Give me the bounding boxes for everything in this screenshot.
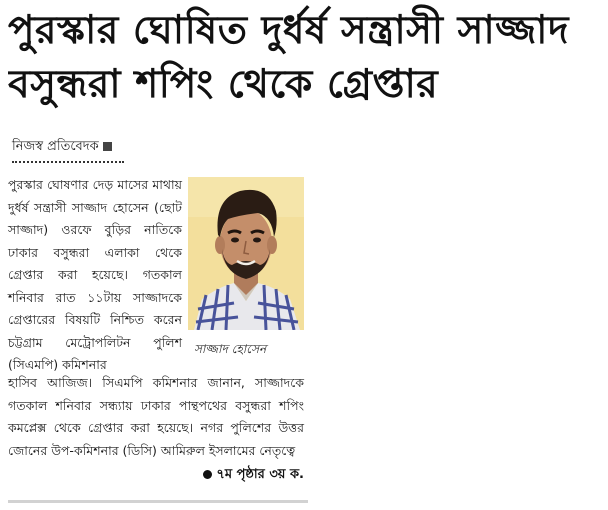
portrait-image	[188, 177, 304, 330]
bottom-divider	[8, 500, 308, 503]
portrait-photo	[188, 177, 304, 330]
photo-caption: সাজ্জাদ হোসেন	[194, 342, 267, 356]
article-paragraph-1: পুরস্কার ঘোষণার দেড় মাসের মাথায় দুর্ধর্ষ সন্ত্রাসী সাজ্জাদ হোসেন (ছোট সাজ্জাদ) ওরফে বুড়ির নাতিকে ঢাকার বসুন্ধরা এলাকা থেকে গ্রেপ্তার করা হয়েছে। গতকাল শনিবার রাত ১১টায় সাজ্জাদকে গ্রেপ্তারের বিষয়টি নিশ্চিত করেন চট্টগ্রাম মেট্রোপলিটন পুলিশ (সিএমপি) কমিশনার	[8, 177, 182, 372]
byline-square-icon	[103, 142, 112, 151]
headline-line-2: বসুন্ধরা শপিং থেকে গ্রেপ্তার	[8, 62, 439, 107]
continuation-text: ৭ম পৃষ্ঠার ৩য় ক.	[216, 467, 304, 482]
article-body-full	[8, 372, 304, 462]
bullet-dot-icon	[203, 470, 212, 479]
continuation-note	[186, 464, 304, 486]
byline-text: নিজস্ব প্রতিবেদক	[12, 139, 99, 154]
headline	[8, 4, 604, 112]
article-paragraph-2: হাসিব আজিজ। সিএমপি কমিশনার জানান, সাজ্জাদকে গতকাল শনিবার সন্ধ্যায় ঢাকার পান্থপথের বসুন্ধরা শপিং কমপ্লেক্স থেকে গ্রেপ্তার করা হয়েছে। নগর পুলিশের উত্তর জোনের উপ-কমিশনার (ডিসি) আমিরুল ইসলামের নেতৃত্বে	[8, 375, 304, 458]
headline-line-1: পুরস্কার ঘোষিত দুর্ধর্ষ সন্ত্রাসী সাজ্জাদ	[8, 8, 569, 53]
dotted-divider	[12, 161, 124, 163]
byline	[12, 138, 112, 156]
article-body-column	[8, 174, 182, 377]
